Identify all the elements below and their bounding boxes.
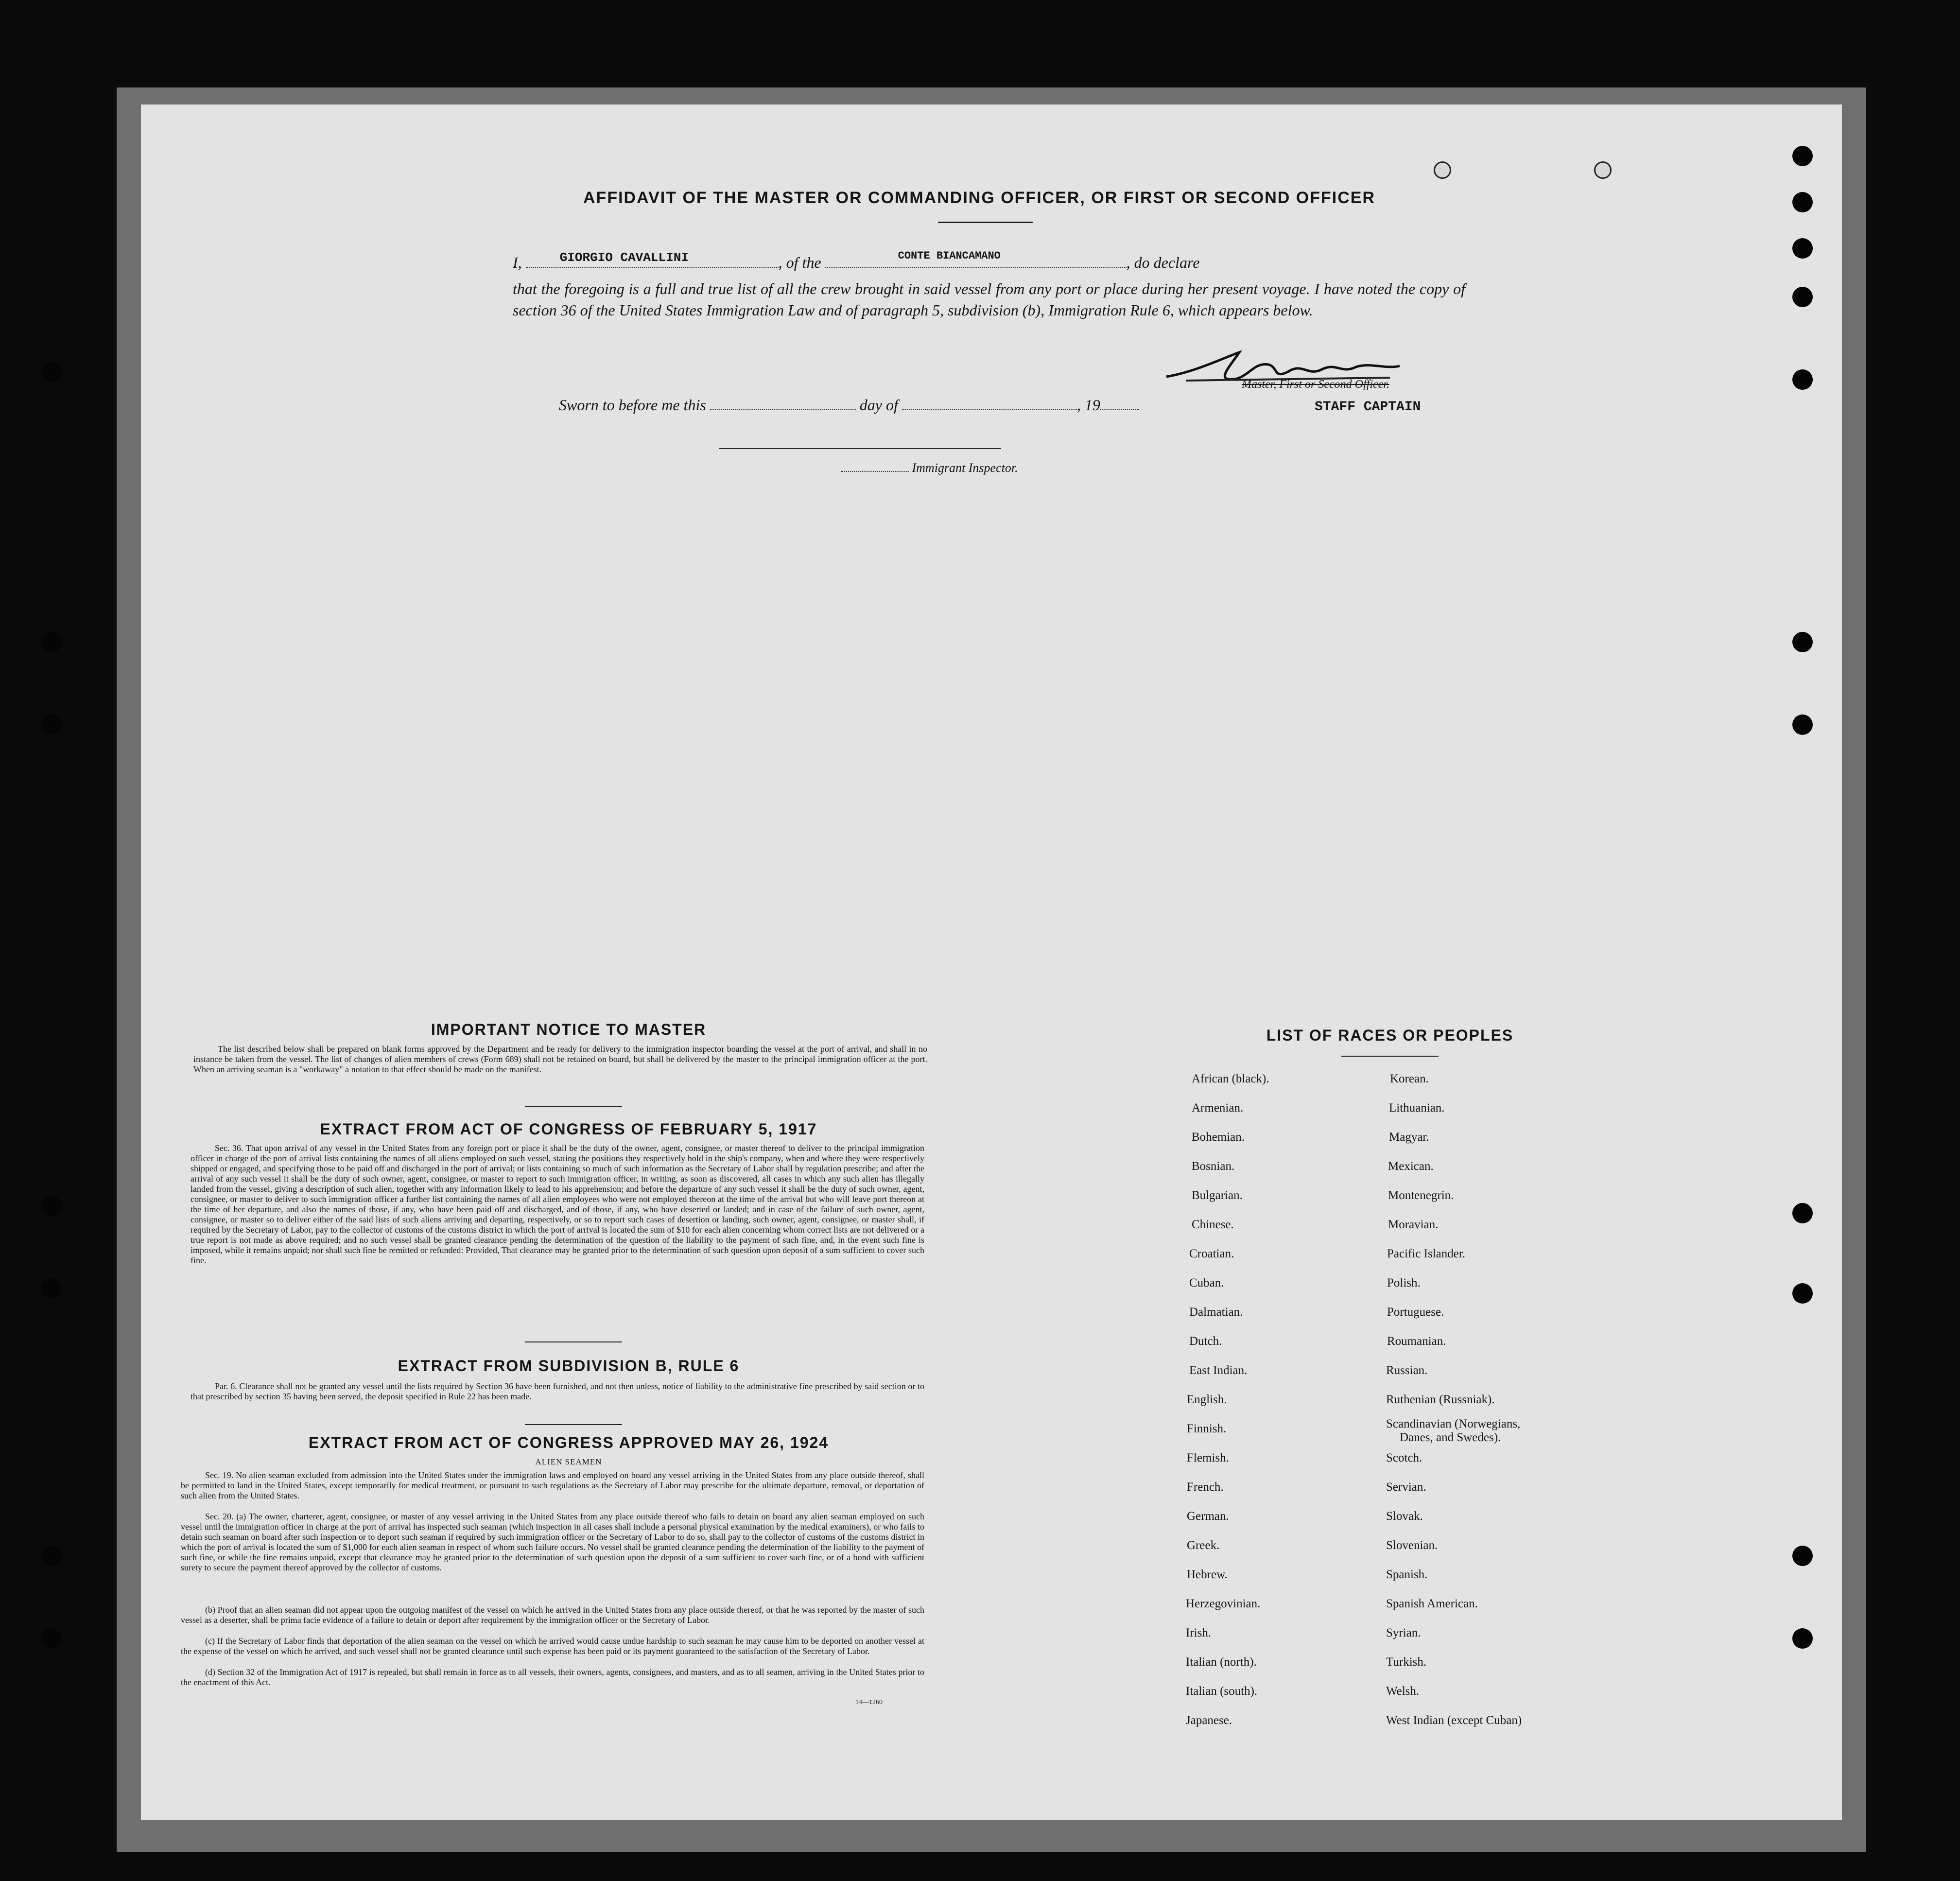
race-item: Herzegovinian.: [1186, 1597, 1261, 1610]
race-item: Spanish American.: [1386, 1597, 1478, 1610]
do-declare-label: , do declare: [1126, 254, 1200, 271]
binder-hole: [41, 1628, 62, 1649]
race-item: Hebrew.: [1187, 1568, 1228, 1581]
affidavit-body: that the foregoing is a full and true list of all the crew brought in said vessel from any port or place during her present voyage. I have noted the copy of section 36 of the United States Immigration Law and of paragraph 5, subdivision (b), Immigration Rule 6, which appears below.: [513, 280, 1465, 319]
divider: [525, 1424, 622, 1425]
race-item: Dutch.: [1189, 1335, 1222, 1348]
race-item: West Indian (except Cuban): [1386, 1714, 1522, 1727]
divider: [1341, 1056, 1439, 1057]
extract-1924-title: EXTRACT FROM ACT OF CONGRESS APPROVED MAY 26, 1924: [308, 1434, 829, 1451]
binder-hole: [1792, 1203, 1813, 1223]
extract-1917-body: Sec. 36. That upon arrival of any vessel in the United States from any foreign port or place it shall be the duty of the owner, agent, consignee, or master thereof to deliver to the principal immigration officer in charge of the port of arrival lists containing the names of all aliens employed on such vessel, stating the positions they respectively hold in the ship's company, when and where they were respectively shipped or engaged, and specifying those to be paid off and discharged in the port of arrival; or lists containing so much of such information as the Secretary of Labor shall by regulation prescribe; and after the arrival of any such vessel it shall be the duty of such owner, agent, consignee, or master to report to such immigration officer, in writing, as soon as discovered, all cases in which any such alien has illegally landed from the vessel, giving a description of such alien, together with any information likely to lead to his apprehension; and before the departure of any such vessel it shall be the duty of such owner, agent, consignee, or master to deliver to such immigration officer a further list containing the names of all alien employees who were not employed thereon at the time of the arrival but who will leave port thereon at the time of her departure, and also the names of those, if any, who have been paid off and discharged, and of those, if any, who have deserted or landed; and in case of the failure of such owner, agent, consignee, or master so to deliver either of the said lists of such aliens arriving and departing, respectively, or so to report such cases of desertion or landing, such owner, agent, consignee, or master shall, if required by the Secretary of Labor, pay to the collector of customs of the customs district in which the port of arrival is located the sum of $10 for each alien concerning whom correct lists are not delivered or a true report is not made as above required; and no such vessel shall be granted clearance pending the determination of the question of the liability to the payment of such fine, and, in the event such fine is imposed, while it remains unpaid; nor shall such fine be remitted or refunded: Provided, That clearance may be granted prior to the determination of such question upon deposit of a sum sufficient to cover such fine.: [191, 1143, 924, 1265]
sworn-line: [559, 396, 1139, 414]
race-item: Bosnian.: [1192, 1160, 1235, 1173]
race-item: Slovak.: [1386, 1510, 1423, 1523]
binder-hole: [41, 632, 62, 652]
divider: [525, 1341, 622, 1342]
binder-hole: [41, 1196, 62, 1216]
inspector-signature-line: [719, 448, 1001, 449]
race-item: French.: [1187, 1480, 1224, 1494]
race-item: Russian.: [1386, 1364, 1428, 1377]
inspector-line: [841, 461, 1018, 475]
binder-hole: [1792, 632, 1813, 652]
binder-hole: [41, 362, 62, 383]
race-item: Korean.: [1390, 1072, 1429, 1085]
race-item: Welsh.: [1386, 1685, 1420, 1698]
race-item: Syrian.: [1386, 1626, 1421, 1639]
inspector-label: Immigrant Inspector.: [912, 461, 1018, 475]
binder-hole: [1792, 192, 1813, 212]
affidavit-title: AFFIDAVIT OF THE MASTER OR COMMANDING OFFICER, OR FIRST OR SECOND OFFICER: [583, 189, 1375, 207]
binder-hole: [1792, 238, 1813, 259]
race-item: Italian (north).: [1186, 1655, 1257, 1669]
race-item: Finnish.: [1187, 1422, 1227, 1435]
binder-hole: [1792, 1546, 1813, 1566]
race-item: Lithuanian.: [1389, 1101, 1445, 1115]
races-title: LIST OF RACES OR PEOPLES: [1266, 1027, 1514, 1044]
divider: [938, 222, 1033, 223]
sec-20a: Sec. 20. (a) The owner, charterer, agent, consignee, or master of any vessel arriving in the United States from any place outside thereof who fails to detain on board any alien seaman employed on such vessel until the immigration officer in charge at the port of arrival has inspected such seaman (which inspection in all cases shall include a personal physical examination by the medical examiners), or who fails to detain such seaman on board after such inspection or to deport such seaman if required by such immigration officer or the Secretary of Labor to do so, shall pay to the collector of customs of the customs district in which the port of arrival is located the sum of $1,000 for each alien seaman in respect of whom such failure occurs. No vessel shall be granted clearance pending the determination of the liability to the payment of such fine, or while the fine remains unpaid, except that clearance may be granted prior to the determination of such question upon the deposit of a sum sufficient to cover such fine, or of a bond with sufficient surety to secure the payment thereof approved by the collector of customs.: [181, 1512, 924, 1572]
sec-20c: (c) If the Secretary of Labor finds that deportation of the alien seaman on the vessel on which he arrived would cause undue hardship to such seaman he may cause him to be deported on another vessel at the expense of the vessel on which he arrived, and such vessel shall not be granted clearance until such expense has been paid or its payment guaranteed to the satisfaction of the Secretary of Labor.: [181, 1636, 924, 1656]
race-item: Flemish.: [1187, 1451, 1229, 1464]
binder-hole: [1792, 287, 1813, 307]
race-item: Pacific Islander.: [1387, 1247, 1466, 1260]
i-label: I,: [513, 254, 522, 271]
race-item: Moravian.: [1388, 1218, 1439, 1231]
officer-name: GIORGIO CAVALLINI: [559, 250, 689, 265]
sec-20d: (d) Section 32 of the Immigration Act of 1917 is repealed, but shall remain in force as to all vessels, their owners, agents, consignees, and masters, and as to all seamen, arriving in the United States prior to the enactment of this Act.: [181, 1667, 924, 1687]
race-item: Roumanian.: [1387, 1335, 1446, 1348]
binder-hole: [1434, 161, 1451, 179]
race-item: East Indian.: [1189, 1364, 1248, 1377]
day-of-label: day of: [859, 396, 898, 414]
race-item: Montenegrin.: [1388, 1189, 1454, 1202]
sworn-label: Sworn to before me this: [559, 396, 706, 414]
extract-1917-title: EXTRACT FROM ACT OF CONGRESS OF FEBRUARY 5, 1917: [320, 1120, 817, 1138]
divider: [525, 1106, 622, 1107]
vessel-name: CONTE BIANCAMANO: [898, 250, 1001, 262]
race-item: Ruthenian (Russniak).: [1386, 1393, 1495, 1406]
notice-title: IMPORTANT NOTICE TO MASTER: [431, 1021, 707, 1038]
binder-hole: [41, 1278, 62, 1299]
race-item: Greek.: [1187, 1539, 1220, 1552]
extract-rule6-title: EXTRACT FROM SUBDIVISION B, RULE 6: [398, 1357, 740, 1375]
declaration-line: [513, 250, 1465, 272]
race-item: Turkish.: [1386, 1655, 1427, 1669]
race-item: Portuguese.: [1387, 1306, 1444, 1319]
race-item: Italian (south).: [1186, 1685, 1258, 1698]
signer-caption: Master, First or Second Officer.: [1242, 378, 1389, 391]
form-number: 14—1260: [855, 1699, 883, 1706]
race-item: Mexican.: [1388, 1160, 1434, 1173]
of-the-label: , of the: [778, 254, 821, 271]
race-item: Servian.: [1386, 1480, 1426, 1494]
notice-body: The list described below shall be prepared on blank forms approved by the Department and be ready for delivery to the immigration inspector boarding the vessel at the port of arrival, and shall in no instance be taken from the vessel. The list of changes of alien members of crews (Form 689) shall not be retained on board, but shall be delivered by the master to the principal immigration officer at the port. When an arriving seaman is a "workaway" a notation to that effect should be made on the manifest.: [193, 1044, 927, 1074]
race-item: Slovenian.: [1386, 1539, 1438, 1552]
race-item: Scotch.: [1386, 1451, 1422, 1464]
race-item: German.: [1187, 1510, 1229, 1523]
race-item: Spanish.: [1386, 1568, 1428, 1581]
race-item: Bohemian.: [1192, 1131, 1245, 1144]
race-item: Japanese.: [1186, 1714, 1232, 1727]
binder-hole: [41, 714, 62, 735]
binder-hole: [1792, 714, 1813, 735]
staff-title: STAFF CAPTAIN: [1315, 400, 1421, 415]
signature: [1157, 343, 1409, 401]
race-item: Polish.: [1387, 1276, 1421, 1289]
binder-hole: [1792, 369, 1813, 390]
sec-19: Sec. 19. No alien seaman excluded from admission into the United States under the immigration laws and employed on board any vessel arriving in the United States from any place outside thereof, shall be permitted to land in the United States, except temporarily for medical treatment, or pursuant to such regulations as the Secretary of Labor may prescribe for the ultimate departure, removal, or deportation of such alien from the United States.: [181, 1470, 924, 1500]
extract-1924-subtitle: ALIEN SEAMEN: [535, 1457, 602, 1466]
extract-rule6-body: Par. 6. Clearance shall not be granted any vessel until the lists required by Section 36 have been furnished, and not then unless, notice of liability to the administrative fine prescribed by said section or to that prescribed by section 35 having been served, the deposit specified in Rule 22 has been made.: [191, 1381, 924, 1401]
binder-hole: [41, 1546, 62, 1566]
race-item: Croatian.: [1189, 1247, 1234, 1260]
binder-hole: [1594, 161, 1612, 179]
race-item: Danes, and Swedes).: [1400, 1431, 1501, 1444]
race-item: Irish.: [1186, 1626, 1212, 1639]
race-item: Chinese.: [1192, 1218, 1234, 1231]
binder-hole: [1792, 146, 1813, 166]
race-item: Bulgarian.: [1192, 1189, 1243, 1202]
year-label: , 19: [1076, 396, 1100, 414]
race-item: Cuban.: [1189, 1276, 1224, 1289]
race-item: English.: [1187, 1393, 1227, 1406]
sec-20b: (b) Proof that an alien seaman did not appear upon the outgoing manifest of the vessel on which he arrived in the United States from any place outside thereof, or that he was reported by the master of such vessel as a deserter, shall be prima facie evidence of a failure to detain or deport after requirement by the immigration officer or the Secretary of Labor.: [181, 1605, 924, 1625]
race-item: Magyar.: [1389, 1131, 1429, 1144]
binder-hole: [1792, 1628, 1813, 1649]
race-item: African (black).: [1192, 1072, 1269, 1085]
binder-hole: [1792, 1283, 1813, 1304]
race-item: Dalmatian.: [1189, 1306, 1243, 1319]
race-item: Armenian.: [1192, 1101, 1244, 1115]
race-item: Scandinavian (Norwegians,: [1386, 1417, 1521, 1430]
